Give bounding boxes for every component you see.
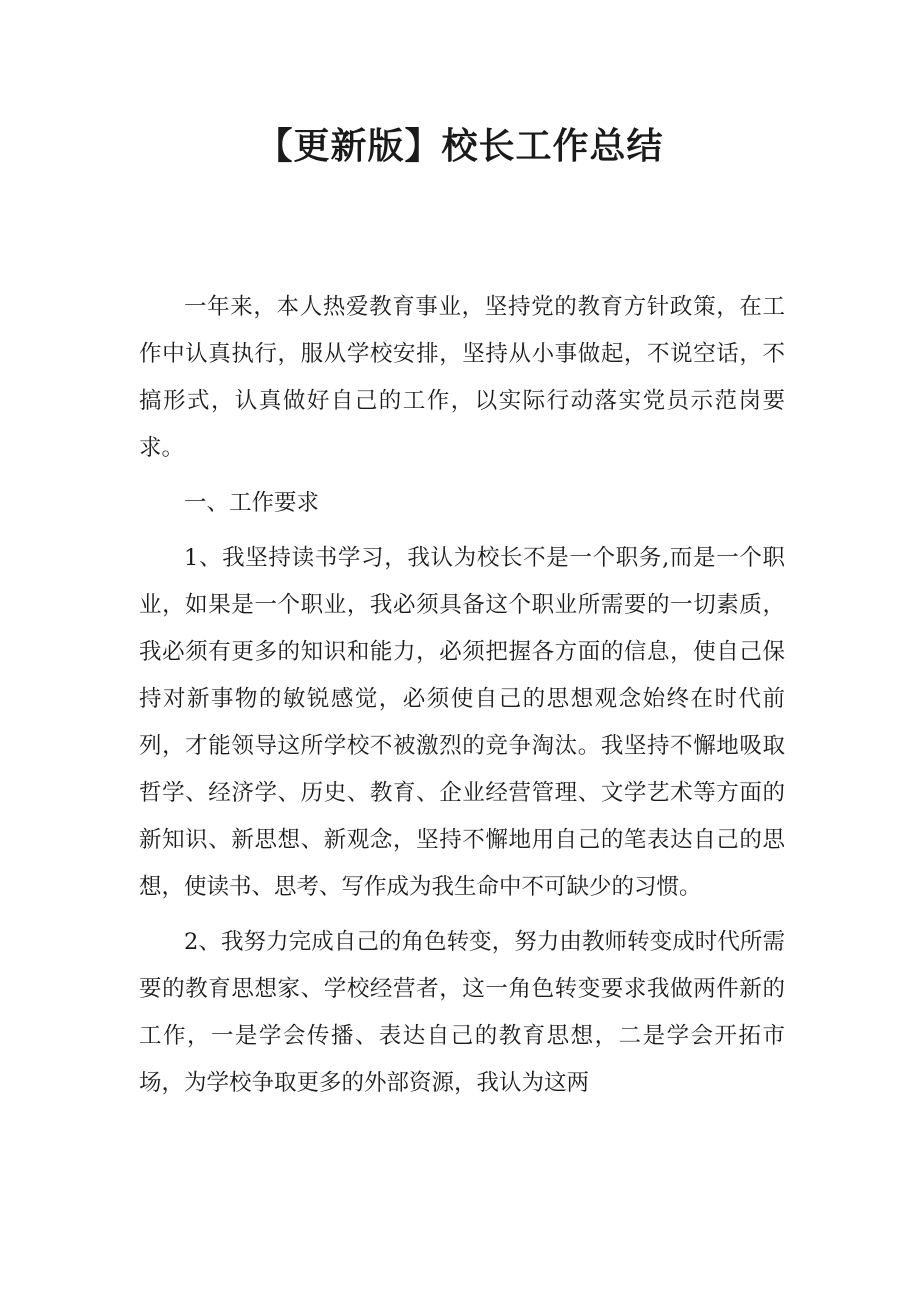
document-title: 【更新版】校长工作总结 xyxy=(256,126,664,167)
document-body xyxy=(139,284,785,1107)
section-heading-work-requirements: 一、工作要求 xyxy=(184,490,320,516)
intro-paragraph: 一年来，本人热爱教育事业，坚持党的教育方针政策，在工作中认真执行，服从学校安排，坚持从小事做起，不说空话，不搞形式，认真做好自己的工作，以实际行动落实党员示范岗要求。 xyxy=(139,294,785,461)
item-1-paragraph: 1、我坚持读书学习，我认为校长不是一个职务,而是一个职业，如果是一个职业，我必须具备这个职业所需要的一切素质，我必须有更多的知识和能力，必须把握各方面的信息，使自己保持对新事物的敏锐感觉，必须使自己的思想观念始终在时代前列，才能领导这所学校不被激烈的竞争淘汰。我坚持不懈地吸取哲学、经济学、历史、教育、企业经营管理、文学艺术等方面的新知识、新思想、新观念，坚持不懈地用自己的笔表达自己的思想，使读书、思考、写作成为我生命中不可缺少的习惯。 xyxy=(139,545,785,900)
item-2-paragraph: 2、我努力完成自己的角色转变，努力由教师转变成时代所需要的教育思想家、学校经营者，这一角色转变要求我做两件新的工作，一是学会传播、表达自己的教育思想，二是学会开拓市场，为学校争取更多的外部资源，我认为这两 xyxy=(139,929,785,1096)
